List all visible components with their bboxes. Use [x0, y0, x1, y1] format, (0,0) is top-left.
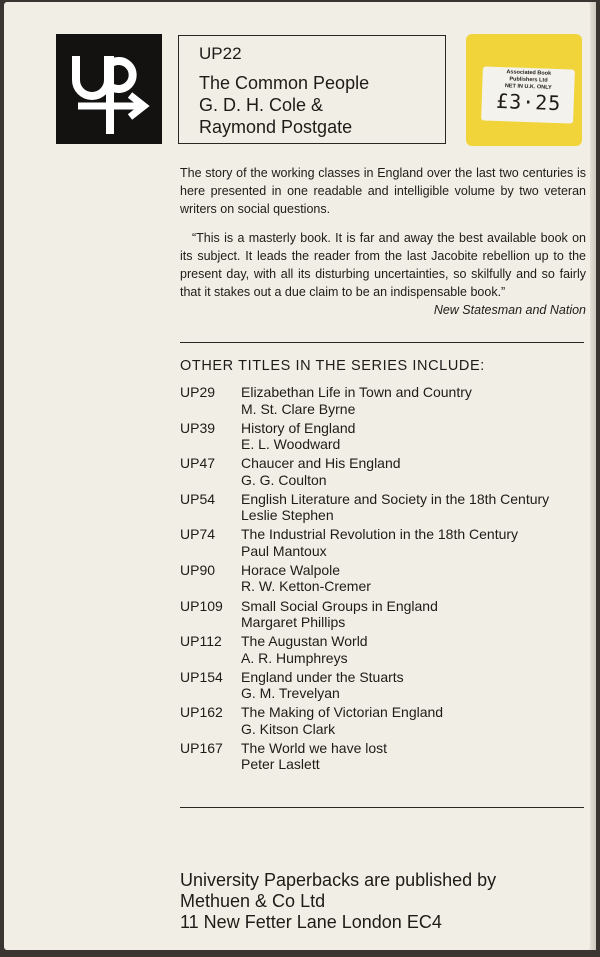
author-line-2: Raymond Postgate — [199, 117, 353, 137]
price-value: £3·25 — [495, 88, 562, 116]
list-item — [180, 669, 590, 705]
title-code: UP29 — [180, 384, 216, 400]
series-title-list — [180, 384, 590, 776]
title-code: UP54 — [180, 490, 216, 507]
book-back-cover — [4, 2, 592, 950]
list-item — [180, 633, 590, 669]
title-author: R. W. Ketton-Cremer — [241, 578, 371, 595]
author-line-1: G. D. H. Cole & — [199, 95, 324, 115]
title-name: Small Social Groups in England — [241, 597, 438, 614]
title-name: Horace Walpole — [241, 561, 341, 578]
price-sticker — [466, 34, 582, 146]
title-author: Margaret Phillips — [241, 614, 346, 631]
book-title: The Common People — [199, 73, 370, 93]
title-name: Elizabethan Life in Town and Country — [241, 384, 472, 400]
title-author: Peter Laslett — [241, 756, 320, 773]
review-text: “This is a masterly book. It is far and away the best available book on its subject. It leads the reader from the last Jacobite rebellion up to the present day, with all its disturbing uncertainties, so skilfully and so fairly that it stakes out a due claim to be an indispensable book.” — [180, 231, 586, 299]
title-code: UP109 — [180, 597, 223, 614]
title-code: UP162 — [180, 704, 223, 721]
title-name: England under the Stuarts — [241, 668, 404, 685]
list-item — [180, 491, 590, 527]
title-name: Chaucer and His England — [241, 455, 401, 472]
review-quote — [180, 229, 586, 319]
title-box — [178, 35, 446, 144]
page-edge — [590, 2, 596, 950]
series-code: UP22 — [199, 44, 242, 63]
list-item — [180, 704, 590, 740]
list-item — [180, 526, 590, 562]
publisher-line-3: 11 New Fetter Lane London EC4 — [180, 912, 442, 932]
title-author: G. M. Trevelyan — [241, 685, 340, 702]
list-item — [180, 740, 590, 776]
title-code: UP47 — [180, 455, 216, 472]
description: The story of the working classes in England over the last two centuries is here presented in one readable and intelligible volume by two veteran writers on social questions. — [180, 166, 586, 216]
title-code: UP154 — [180, 668, 223, 685]
title-author: G. Kitson Clark — [241, 720, 336, 737]
title-code: UP112 — [180, 633, 222, 650]
title-author: Leslie Stephen — [241, 507, 334, 524]
title-name: The Augustan World — [241, 633, 368, 650]
list-item — [180, 598, 590, 634]
list-item — [180, 455, 590, 491]
list-item — [180, 384, 590, 420]
sticker-line-3: NET IN U.K. ONLY — [504, 83, 552, 91]
title-name: History of England — [241, 419, 356, 436]
sticker-line-1: Associated Book — [506, 69, 552, 77]
title-name: The World we have lost — [241, 739, 388, 756]
title-name: The Industrial Revolution in the 18th Century — [241, 526, 519, 543]
price-label — [481, 66, 575, 123]
divider-top — [180, 342, 584, 343]
title-author: Paul Mantoux — [241, 542, 327, 559]
sticker-line-2: Publishers Ltd — [509, 76, 548, 84]
title-name: The Making of Victorian England — [241, 704, 444, 721]
publisher-line-2: Methuen & Co Ltd — [180, 891, 326, 911]
divider-bottom — [180, 807, 584, 808]
title-code: UP167 — [180, 739, 223, 756]
review-source: New Statesman and Nation — [433, 303, 586, 317]
title-name: English Literature and Society in the 18th Century — [241, 490, 550, 507]
up-logo-icon — [56, 34, 162, 144]
list-item — [180, 562, 590, 598]
title-author: E. L. Woodward — [241, 436, 341, 453]
up-logo — [56, 34, 162, 144]
title-author: M. St. Clare Byrne — [241, 400, 356, 417]
series-heading: OTHER TITLES IN THE SERIES INCLUDE: — [180, 358, 485, 374]
title-author: G. G. Coulton — [241, 471, 327, 488]
title-code: UP74 — [180, 526, 216, 543]
list-item — [180, 420, 590, 456]
title-code: UP39 — [180, 419, 216, 436]
title-author: A. R. Humphreys — [241, 649, 348, 666]
publisher-info — [180, 870, 496, 933]
publisher-line-1: University Paperbacks are published by — [180, 870, 497, 890]
title-code: UP90 — [180, 561, 216, 578]
